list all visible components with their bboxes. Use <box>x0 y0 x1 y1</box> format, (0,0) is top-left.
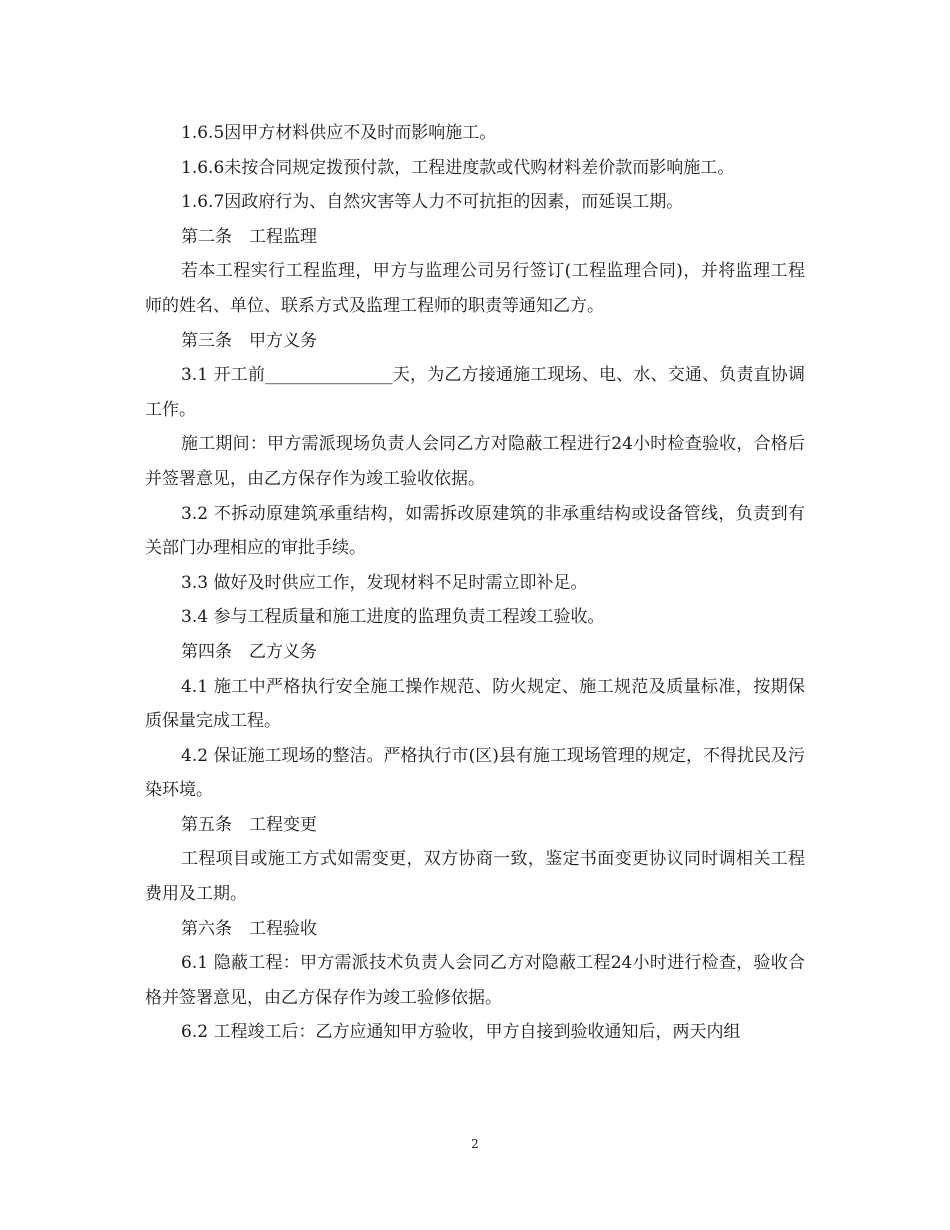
article-3-heading: 第三条 甲方义务 <box>181 330 317 351</box>
clause-6-2: 6.2 工程竣工后：乙方应通知甲方验收，甲方自接到验收通知后，两天内组 <box>181 1022 741 1043</box>
clause-1-6-5: 1.6.5因甲方材料供应不及时而影响施工。 <box>181 123 497 143</box>
clause-6-1: 6.1 隐蔽工程：甲方需派技术负责人会同乙方对隐蔽工程24小时进行检查，验收合格并签署意见，由乙方保存作为竣工验修依据。 <box>145 953 805 1008</box>
clause-3-1-construction-period: 施工期间：甲方需派现场负责人会同乙方对隐蔽工程进行24小时检查验收，合格后并签署意见，由乙方保存作为竣工验收依据。 <box>145 434 805 489</box>
article-5-heading: 第五条 工程变更 <box>181 814 317 835</box>
article-6-heading: 第六条 工程验收 <box>181 918 317 939</box>
article-2-heading: 第二条 工程监理 <box>181 226 317 247</box>
clause-3-1: 3.1 开工前_______________天，为乙方接通施工现场、电、水、交通、负责直协调工作。 <box>145 365 805 420</box>
clause-1-6-6: 1.6.6未按合同规定拨预付款，工程进度款或代购材料差价款而影响施工。 <box>181 157 735 178</box>
clause-3-3: 3.3 做好及时供应工作，发现材料不足时需立即补足。 <box>181 572 588 593</box>
clause-1-6-7: 1.6.7因政府行为、自然灾害等人力不可抗拒的因素，而延误工期。 <box>181 192 684 213</box>
article-2-body: 若本工程实行工程监理，甲方与监理公司另行签订(工程监理合同)，并将监理工程师的姓名、单位、联系方式及监理工程师的职责等通知乙方。 <box>145 261 805 316</box>
document-body <box>145 116 805 1050</box>
article-4-heading: 第四条 乙方义务 <box>181 641 317 662</box>
clause-3-2: 3.2 不拆动原建筑承重结构，如需拆改原建筑的非承重结构或设备管线，负责到有关部门办理相应的审批手续。 <box>145 503 805 559</box>
clause-4-2: 4.2 保证施工现场的整洁。严格执行市(区)县有施工现场管理的规定，不得扰民及污染环境。 <box>145 745 805 801</box>
clause-3-4: 3.4 参与工程质量和施工进度的监理负责工程竣工验收。 <box>181 607 605 628</box>
clause-4-1: 4.1 施工中严格执行安全施工操作规范、防火规定、施工规范及质量标准，按期保质保量完成工程。 <box>145 676 805 732</box>
page-number: 2 <box>471 1137 479 1151</box>
article-5-body: 工程项目或施工方式如需变更，双方协商一致，鉴定书面变更协议同时调相关工程费用及工期。 <box>145 849 805 905</box>
